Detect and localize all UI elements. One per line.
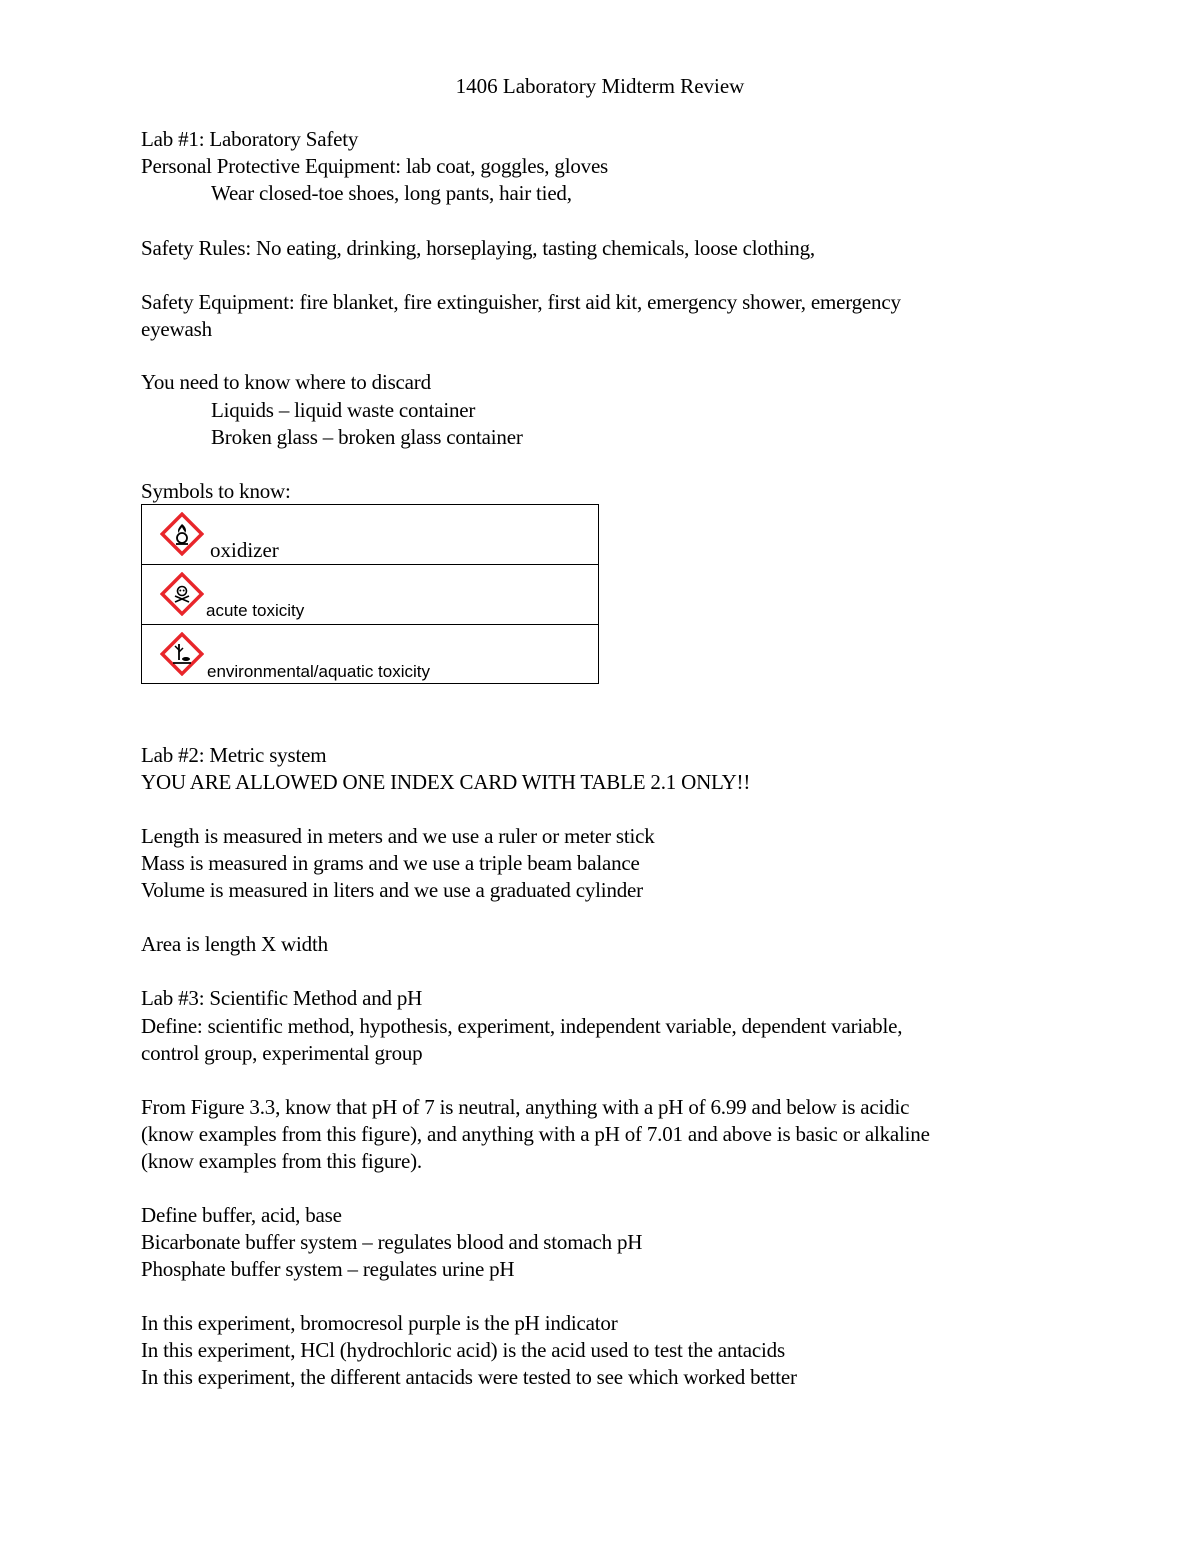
lab3-ph-line2: (know examples from this figure), and anything with a pH of 7.01 and above is basic or alkaline: [141, 1122, 930, 1146]
environment-icon: [160, 632, 204, 676]
lab1-safety-rules: Safety Rules: No eating, drinking, horseplaying, tasting chemicals, loose clothing,: [141, 236, 815, 260]
lab3-ph-line1: From Figure 3.3, know that pH of 7 is neutral, anything with a pH of 6.99 and below is acidic: [141, 1095, 910, 1119]
lab1-discard-glass: Broken glass – broken glass container: [211, 425, 523, 449]
symbol-row-oxidizer: [142, 505, 598, 564]
lab2-volume: Volume is measured in liters and we use a graduated cylinder: [141, 878, 643, 902]
lab2-mass: Mass is measured in grams and we use a triple beam balance: [141, 851, 640, 875]
page-title: 1406 Laboratory Midterm Review: [455, 74, 745, 98]
lab1-ppe-extra: Wear closed-toe shoes, long pants, hair tied,: [211, 181, 572, 205]
skull-crossbones-icon: [160, 572, 204, 616]
lab3-buffer-define: Define buffer, acid, base: [141, 1203, 342, 1227]
lab3-phosphate: Phosphate buffer system – regulates urine pH: [141, 1257, 515, 1281]
flame-over-circle-icon: [160, 512, 204, 556]
lab2-notice: YOU ARE ALLOWED ONE INDEX CARD WITH TABLE 2.1 ONLY!!: [141, 770, 751, 794]
symbols-table: [141, 504, 599, 684]
lab3-experiment-line2: In this experiment, HCl (hydrochloric acid) is the acid used to test the antacids: [141, 1338, 785, 1362]
symbols-heading: Symbols to know:: [141, 479, 291, 503]
lab1-discard-intro: You need to know where to discard: [141, 370, 431, 394]
lab3-experiment-line1: In this experiment, bromocresol purple is the pH indicator: [141, 1311, 618, 1335]
lab1-ppe: Personal Protective Equipment: lab coat, goggles, gloves: [141, 154, 609, 178]
lab3-define-line1: Define: scientific method, hypothesis, experiment, independent variable, dependent variable,: [141, 1014, 903, 1038]
lab2-heading: Lab #2: Metric system: [141, 743, 327, 767]
lab3-ph-line3: (know examples from this figure).: [141, 1149, 422, 1173]
lab3-define-line2: control group, experimental group: [141, 1041, 423, 1065]
symbol-label-environmental-toxicity: environmental/aquatic toxicity: [207, 662, 431, 681]
lab1-heading: Lab #1: Laboratory Safety: [141, 127, 359, 151]
lab3-heading: Lab #3: Scientific Method and pH: [141, 986, 423, 1010]
lab1-discard-liquids: Liquids – liquid waste container: [211, 398, 476, 422]
symbol-row-environmental-toxicity: [142, 624, 598, 682]
lab1-safety-equipment-line1: Safety Equipment: fire blanket, fire extinguisher, first aid kit, emergency shower, emergency: [141, 290, 901, 314]
lab2-area: Area is length X width: [141, 932, 328, 956]
lab3-bicarbonate: Bicarbonate buffer system – regulates blood and stomach pH: [141, 1230, 643, 1254]
symbol-label-oxidizer: oxidizer: [210, 538, 279, 562]
symbol-label-acute-toxicity: acute toxicity: [206, 601, 305, 620]
lab2-length: Length is measured in meters and we use a ruler or meter stick: [141, 824, 655, 848]
symbol-row-acute-toxicity: [142, 564, 598, 624]
lab3-experiment-line3: In this experiment, the different antacids were tested to see which worked better: [141, 1365, 797, 1389]
lab1-safety-equipment-line2: eyewash: [141, 317, 212, 341]
